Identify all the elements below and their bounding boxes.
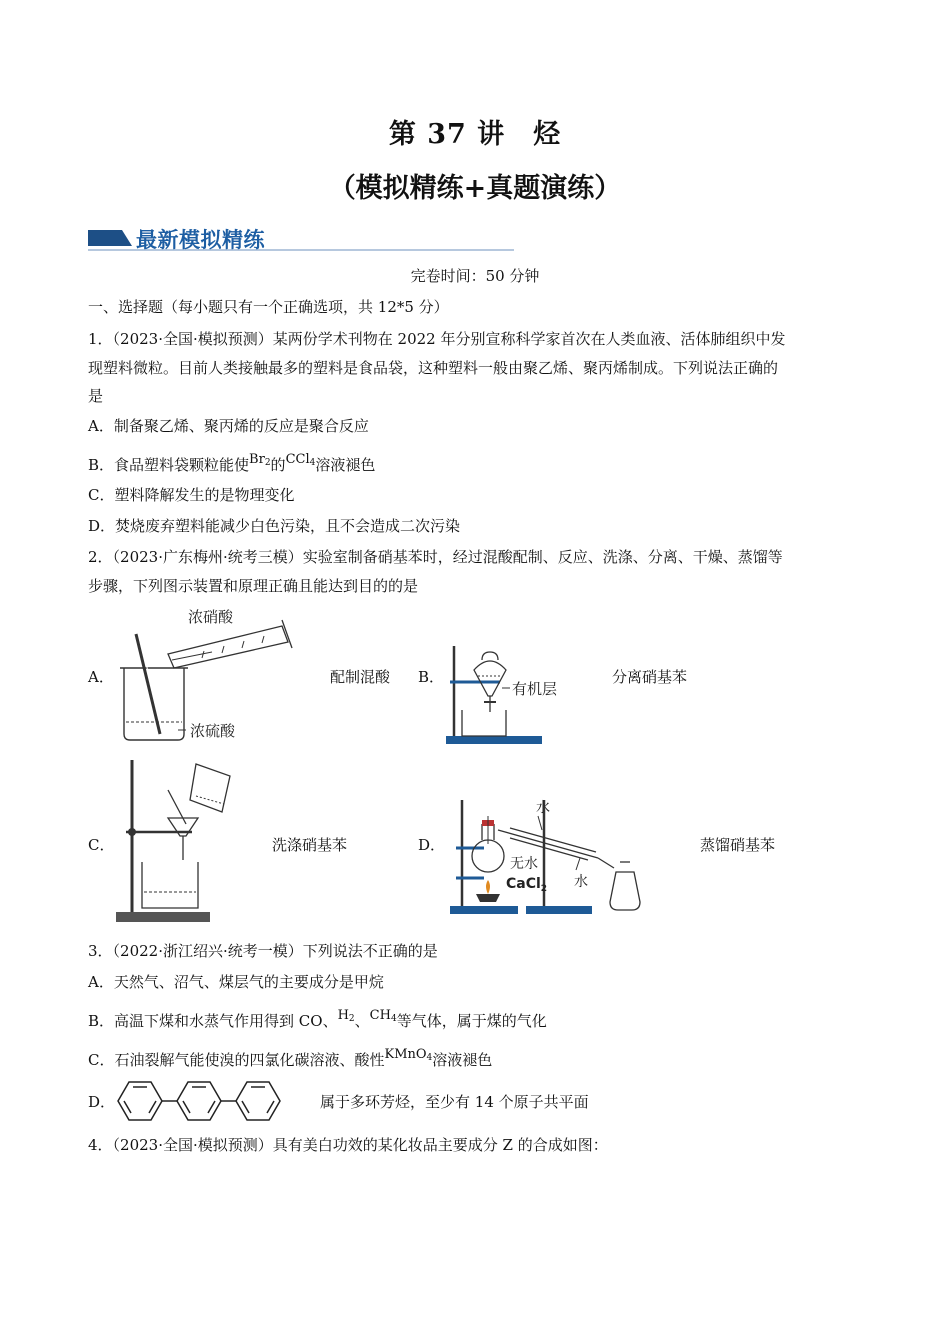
q1-stem-line1: 1．（2023·全国·模拟预测）某两份学术刊物在 2022 年分别宣称科学家首次在人类血液、活体肺组织中发 [88, 330, 786, 348]
q2-b-caption: 分离硝基苯 [612, 668, 688, 686]
formula-br2 [249, 452, 271, 467]
q2-b-label: B． [418, 668, 445, 686]
ch-text: CH [369, 1008, 391, 1023]
q1-option-c: C．塑料降解发生的是物理变化 [88, 486, 295, 504]
cacl-text: CaCl [506, 876, 541, 892]
ccl-text: CCl [285, 452, 310, 467]
kmno-text: KMnO [384, 1047, 427, 1062]
ch-sub: 4 [390, 1014, 397, 1024]
formula-ch4 [370, 1008, 397, 1023]
section-banner [88, 224, 514, 252]
br-text: Br [249, 452, 265, 467]
q2-stem-line1: 2．（2023·广东梅州·统考三模）实验室制备硝基苯时，经过混酸配制、反应、洗涤、分离、干燥、蒸馏等 [88, 548, 783, 566]
fig-a-sulfuric-label: 浓硫酸 [190, 722, 236, 740]
formula-kmno4 [384, 1047, 432, 1062]
q3-option-b [88, 1006, 547, 1031]
fig-a-nitric-label: 浓硝酸 [188, 608, 234, 626]
q1-stem-line2: 现塑料微粒。目前人类接触最多的塑料是食品袋，这种塑料一般由聚乙烯、聚丙烯制成。下列说法正确的 [88, 359, 779, 377]
cacl-sub: 2 [540, 884, 548, 894]
q3-b-sep: 、 [354, 1012, 370, 1030]
washing-figure [112, 756, 242, 926]
q2-c-caption: 洗涤硝基苯 [272, 836, 348, 854]
q2-c-label: C． [88, 836, 115, 854]
q2-d-label: D． [418, 836, 446, 854]
q1-stem-line3: 是 [88, 387, 104, 405]
h-sub: 2 [348, 1014, 355, 1024]
section-heading: 一、选择题（每小题只有一个正确选项，共 12*5 分） [88, 298, 449, 316]
q3-b-post: 等气体，属于煤的气化 [396, 1012, 547, 1030]
q3-option-c [88, 1045, 492, 1070]
q1-b-mid: 的 [270, 456, 286, 474]
fig-d-water-top: 水 [536, 800, 550, 816]
fig-b-organic-label: 有机层 [512, 680, 558, 698]
q1-option-d: D．焚烧废弃塑料能减少白色污染，且不会造成二次污染 [88, 517, 461, 535]
ccl-sub: 4 [309, 458, 316, 468]
terphenyl-structure [112, 1074, 292, 1128]
q3-b-pre: B．高温下煤和水蒸气作用得到 CO、 [88, 1012, 338, 1030]
q1-option-b [88, 450, 375, 475]
kmno-sub: 4 [426, 1053, 433, 1063]
lesson-subtitle: （模拟精练+真题演练） [328, 173, 622, 204]
q2-a-caption: 配制混酸 [330, 668, 391, 686]
formula-h2 [338, 1008, 355, 1023]
br-sub: 2 [264, 458, 271, 468]
q3-option-a: A．天然气、沼气、煤层气的主要成分是甲烷 [88, 973, 384, 991]
q4-stem: 4．（2023·全国·模拟预测）具有美白功效的某化妆品主要成分 Z 的合成如图： [88, 1136, 608, 1154]
q2-d-caption: 蒸馏硝基苯 [700, 836, 776, 854]
q2-stem-line2: 步骤，下列图示装置和原理正确且能达到目的的是 [88, 577, 419, 595]
banner-text: 最新模拟精练 [136, 228, 265, 252]
fig-d-water-bottom: 水 [574, 874, 588, 890]
q2-a-label: A． [88, 668, 114, 686]
q3-c-post: 溶液褪色 [432, 1051, 493, 1069]
mixing-acid-figure [112, 606, 302, 746]
separatory-funnel-figure [440, 642, 590, 748]
lesson-title: 第 37 讲 烃 [388, 119, 562, 150]
q3-option-d-text: 属于多环芳烃，至少有 14 个原子共平面 [320, 1093, 589, 1111]
q1-b-post: 溶液褪色 [315, 456, 376, 474]
q3-stem: 3．（2022·浙江绍兴·统考一模）下列说法不正确的是 [88, 942, 438, 960]
q3-c-pre: C．石油裂解气能使溴的四氯化碳溶液、酸性 [88, 1051, 385, 1069]
fig-d-anhydrous: 无水 [510, 856, 538, 872]
distillation-figure [448, 796, 648, 918]
q3-option-d-label: D． [88, 1093, 116, 1111]
q1-b-pre: B．食品塑料袋颗粒能使 [88, 456, 250, 474]
exam-time: 完卷时间：50 分钟 [410, 267, 540, 285]
h-text: H [337, 1008, 349, 1023]
fig-d-cacl [506, 876, 547, 894]
q1-option-a: A．制备聚乙烯、聚丙烯的反应是聚合反应 [88, 417, 369, 435]
formula-ccl4 [286, 452, 316, 467]
